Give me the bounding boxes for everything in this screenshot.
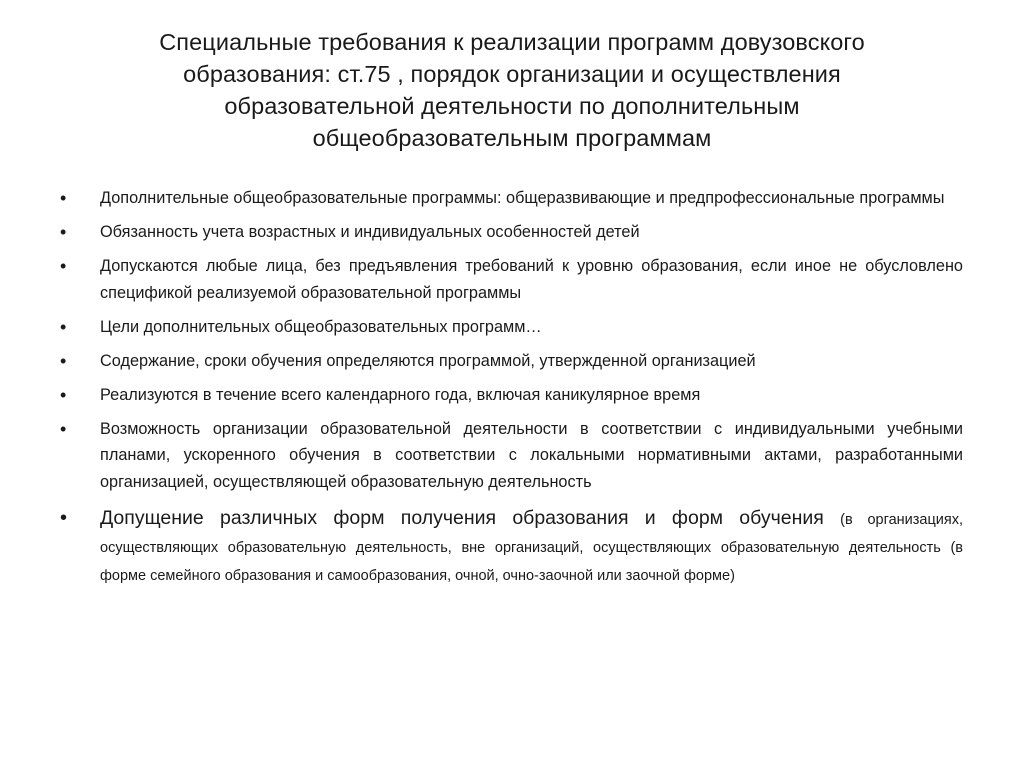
bullet-item-calendar: • Реализуются в течение всего календарного года, включая каникулярное время [60,382,963,409]
bullet-item-education-forms [60,505,963,590]
slide-title [90,26,934,154]
bullet-item-content-terms: • Содержание, сроки обучения определяются программой, утвержденной организацией [60,348,963,375]
bullet-list [60,185,963,598]
bullet-item-individual-plans: • Возможность организации образовательной деятельности в соответствии с индивидуальными учебными планами, ускоренного обучения в соответствии с локальными нормативными актами, разработанными организацией, осуществляющей образовательную деятельность [60,416,963,496]
title-line-1: Специальные требования к реализации программ довузовского [159,29,865,55]
bullet-detail-text: (в организациях, осуществляющих образовательную деятельность, вне организаций, осуществляющих образовательную деятельность (в форме семейного образования и самообразования, очной, очно-заочной или заочной форме) [100,512,964,584]
bullet-lead-text: Допущение различных форм получения образования и форм обучения [100,507,841,529]
bullet-item-programs: • Дополнительные общеобразовательные программы: общеразвивающие и предпрофессиональные программы [60,185,963,212]
title-line-2: образования: ст.75 , порядок организации и осуществления [183,61,841,87]
bullet-item-admission: • Допускаются любые лица, без предъявления требований к уровню образования, если иное не обусловлено спецификой реализуемой образовательной программы [60,253,963,306]
title-line-3: образовательной деятельности по дополнительным [224,93,800,119]
bullet-item-age-accounting: • Обязанность учета возрастных и индивидуальных особенностей детей [60,219,963,246]
bullet-item-goals: • Цели дополнительных общеобразовательных программ… [60,314,963,341]
title-line-4: общеобразовательным программам [312,125,712,151]
